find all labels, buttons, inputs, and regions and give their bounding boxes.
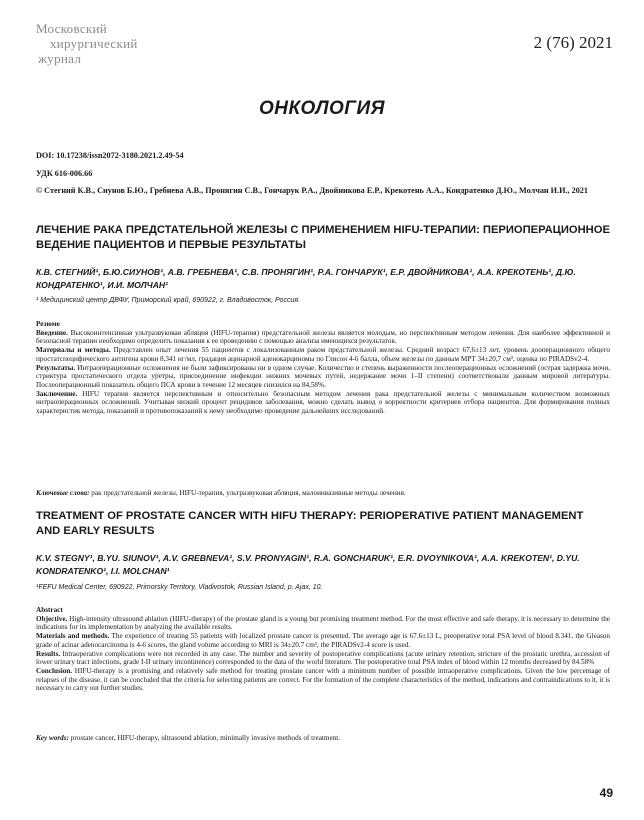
- logo-line-1: Московский: [36, 21, 108, 36]
- ru-affiliation: ¹ Медицинский центр ДВФУ, Приморский край, 690922, г. Владивосток, Россия.: [36, 297, 301, 304]
- section-title: ОНКОЛОГИЯ: [259, 98, 385, 119]
- logo-line-2: хирургический: [50, 36, 138, 51]
- en-conclusion: Conclusion. HIFU-therapy is a promising and relatively safe method for treating prostate cancer with a minimum number of possible intraoperative complications. Given the low percentage of relapses of the disease, it can be concluded that the criteria for selecting patients are correct. For the formation of the complete characteristics of the method, indications and contraindications to it, it is necessary to carry out further studies.: [36, 666, 610, 693]
- en-article-title: TREATMENT OF PROSTATE CANCER WITH HIFU THERAPY: PERIOPERATIVE PATIENT MANAGEMENT AND EARLY RESULTS: [36, 510, 584, 537]
- ru-authors: К.В. СТЕГНИЙ¹, Б.Ю.СИУНОВ¹, А.В. ГРЕБНЕВА¹, С.В. ПРОНЯГИН¹, Р.А. ГОНЧАРУК¹, Е.Р. ДВОЙНИКОВА¹, А.А. КРЕКОТЕНЬ¹, Д.Ю. КОНДРАТЕНКО¹, И.И. МОЛЧАН¹: [36, 267, 576, 290]
- en-objective: Objective. High-intensity ultrasound ablation (HIFU-therapy) of the prostate gland is a young but promising treatment method. For the most effective and safe therapy, it is necessary to determine the indications for its implementation by analyzing the available results.: [36, 614, 610, 632]
- en-keywords: Key words: prostate cancer, HIFU-therapy, ultrasound ablation, minimally invasive methods of treatment.: [36, 734, 341, 742]
- en-results: Results. Intraoperative complications were not recorded in any case. The number and severity of postoperative complications (acute urinary retention, stricture of the prostatic urethra, accession of lower urinary tract infections, grade I-II urinary incontinence) corresponded to the data of the world literature. The postoperative total PSA index of blood within 12 months decreased by 84.58%: [36, 649, 610, 667]
- ru-keywords: Ключевые слова: рак предстательной железы, HIFU-терапия, ультразвуковая абляция, малоинвазивные методы лечения.: [36, 489, 406, 497]
- ru-abstract: [36, 320, 610, 416]
- page-number: 49: [599, 786, 613, 800]
- ru-results: Результаты. Интраоперационные осложнения не были зафиксированы ни в одном случае. Количество и степень выраженности послеоперационных осложнений (острая задержка мочи, стриктура простатического отдела уретры, присоединение инфекции нижних мочевых путей, недержание мочи 1–II степени) соответствовали данным мировой литературы. Послеоперационный показатель общего ПСА крови в течение 12 месяцев снизился на 84,58%.: [36, 363, 610, 389]
- ru-article-title: ЛЕЧЕНИЕ РАКА ПРЕДСТАТЕЛЬНОЙ ЖЕЛЕЗЫ С ПРИМЕНЕНИЕМ HIFU-ТЕРАПИИ: ПЕРИОПЕРАЦИОННОЕ ВЕДЕНИЕ ПАЦИЕНТОВ И ПЕРВЫЕ РЕЗУЛЬТАТЫ: [36, 224, 610, 251]
- copyright: © Стегний К.В., Сиунов Б.Ю., Гребнева А.В., Пронягин С.В., Гончарук Р.А., Двойникова Е.Р., Крекотень А.А., Кондратенко Д.Ю., Молчан И.И., 2021: [36, 186, 588, 195]
- logo-line-3: журнал: [38, 51, 82, 66]
- en-abstract-heading: Abstract: [36, 606, 63, 614]
- en-affiliation: ¹FEFU Medical Center, 690922, Primorsky Territory, Vladivostok, Russian Island, p. Ajax, 10.: [36, 584, 323, 591]
- ru-conclusion: Заключение. HIFU терапия является перспективным и относительно безопасным методом лечения рака предстательной железы с минимальным количеством возможных интраоперационных осложнений. Учитывая низкий процент рецидивов заболевания, можно сделать вывод о корректности критериев отбора пациентов. Для формирования полных характеристик метода, показаний и противопоказаний к нему необходимо проведение дальнейших исследований.: [36, 389, 610, 416]
- issue-number: 2 (76) 2021: [533, 33, 613, 52]
- doi: DOI: 10.17238/issn2072-3180.2021.2.49-54: [36, 151, 184, 160]
- ru-methods: Материалы и методы. Представлен опыт лечения 55 пациентов с локализованным раком предстательной железы. Средний возраст 67,6±13 лет, уровень дооперационного общего простатспецифического антигена крови 8,341 нг/мл, градация ацинарной аденокарциномы по Глисон 4-6 балла, объем железы по данным МРТ 34±20,7 см³, оценка по PIRADSv2-4.: [36, 346, 610, 363]
- en-methods: Materials and methods. The experience of treating 55 patients with localized prostate cancer is presented. The average age is 67.6±13 L, preoperative total PSA level of blood 8.341, the Gleason grade of acinar adenocarcinoma is 4-6 scores, the gland volume according to MRI is 34±20.7 cm³, the PIRADSv2-4 score is used.: [36, 632, 610, 649]
- en-authors: K.V. STEGNY¹, B.YU. SIUNOV¹, A.V. GREBNEVA¹, S.V. PRONYAGIN¹, R.A. GONCHARUK¹, E.R. DVOYNIKOVA¹, A.A. KREKOTEN¹, D.YU. KONDRATENKO¹, I.I. MOLCHAN¹: [36, 553, 580, 576]
- journal-logo: [36, 21, 166, 69]
- ru-abstract-heading: Резюме: [36, 320, 60, 328]
- en-abstract: [36, 606, 610, 693]
- ru-intro: Введение. Высокоинтенсивная ультразвуковая абляция (HIFU-терапия) предстательной железы является молодым, но перспективным методом лечения. Для наиболее эффективной и безопасной терапии необходимо определить показания к ее проведению с помощью анализа имеющихся результатов.: [36, 328, 610, 346]
- udk: УДК 616-006.66: [36, 169, 93, 178]
